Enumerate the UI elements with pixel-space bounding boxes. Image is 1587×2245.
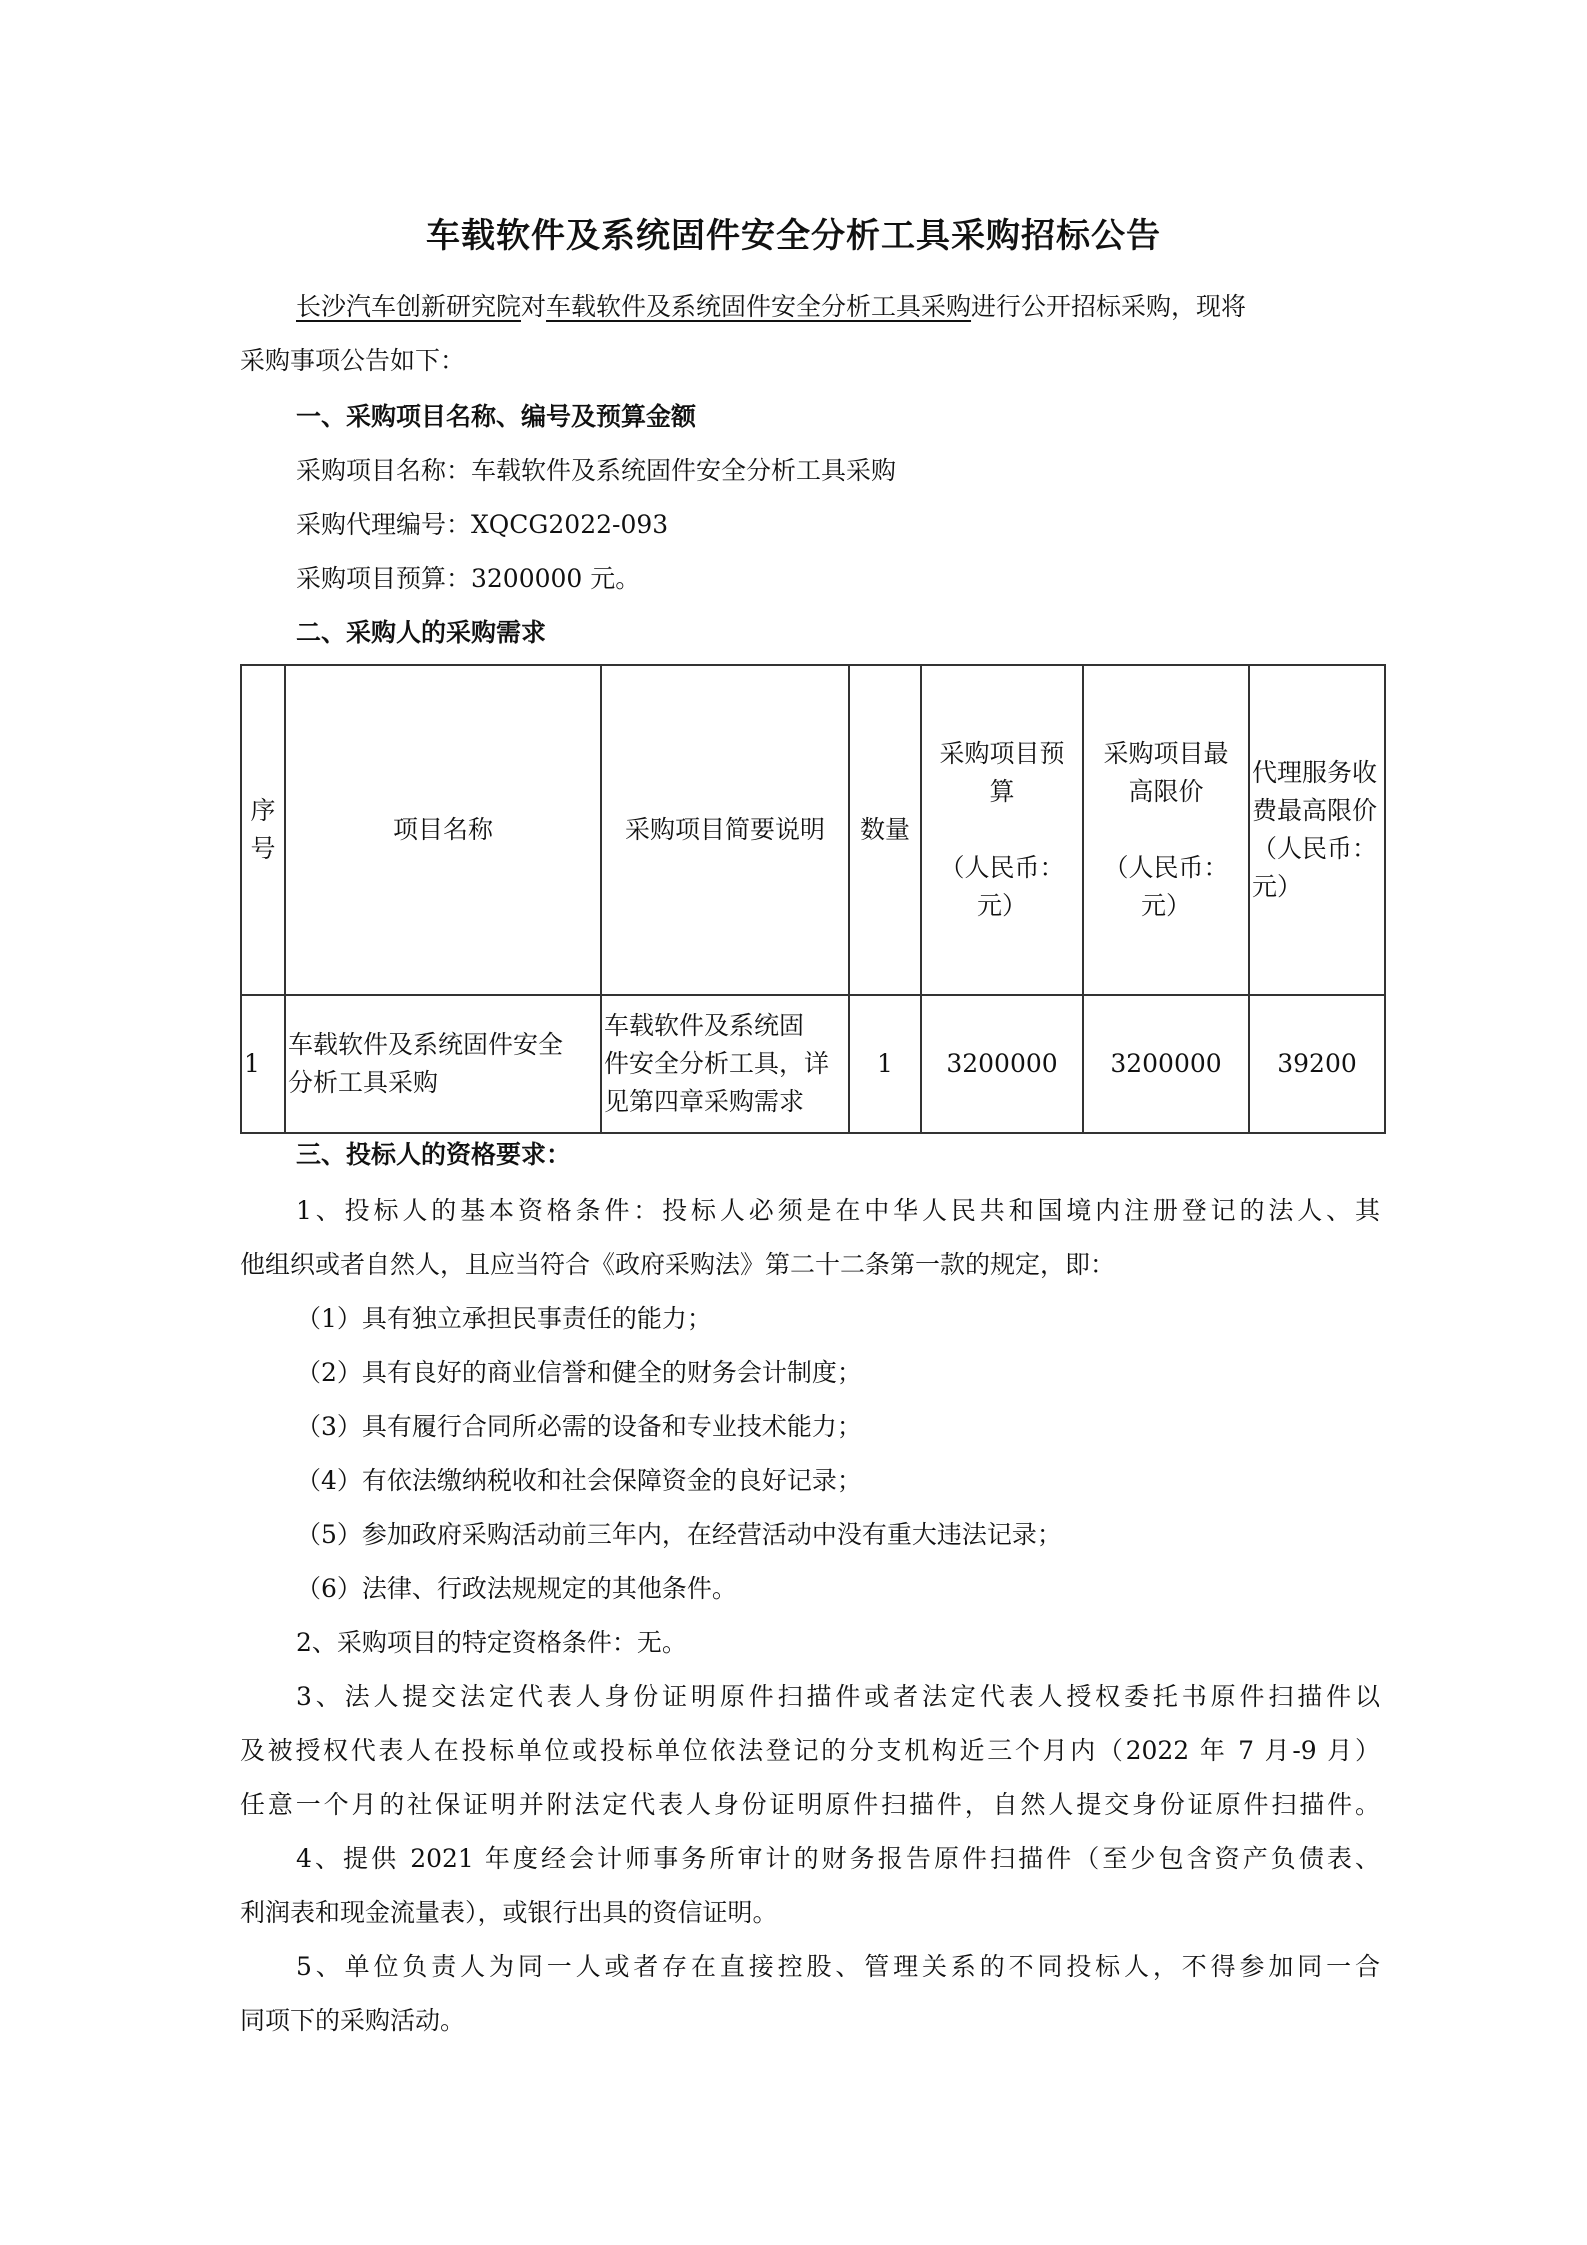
qual-item3-line3: 任意一个月的社保证明并附法定代表人身份证明原件扫描件，自然人提交身份证原件扫描件。 [240, 1790, 1380, 1819]
cell-seq: 1 [241, 995, 285, 1133]
cell-desc: 车载软件及系统固 件安全分析工具，详 见第四章采购需求 [601, 995, 849, 1133]
intro-line-2: 采购事项公告如下： [240, 346, 466, 375]
table-row [241, 995, 1385, 1133]
project-name-underlined: 车载软件及系统固件安全分析工具采购 [546, 292, 972, 321]
qual-sub6: （6）法律、行政法规规定的其他条件。 [296, 1574, 737, 1603]
qual-sub1: （1）具有独立承担民事责任的能力； [296, 1304, 712, 1333]
header-budget: 采购项目预 算 （人民币： 元） [921, 665, 1083, 995]
header-max-price: 采购项目最 高限价 （人民币： 元） [1083, 665, 1249, 995]
project-name-line: 采购项目名称：车载软件及系统固件安全分析工具采购 [296, 456, 897, 485]
qual-item1-line2: 他组织或者自然人，且应当符合《政府采购法》第二十二条第一款的规定，即： [240, 1250, 1116, 1279]
agency-code-line: 采购代理编号：XQCG2022-093 [296, 510, 669, 539]
header-desc: 采购项目简要说明 [601, 665, 849, 995]
header-name: 项目名称 [285, 665, 601, 995]
cell-budget: 3200000 [921, 995, 1083, 1133]
section1-heading: 一、采购项目名称、编号及预算金额 [296, 402, 697, 431]
budget-line: 采购项目预算：3200000 元。 [296, 564, 641, 593]
qual-item4-line1: 4、提供 2021 年度经会计师事务所审计的财务报告原件扫描件（至少包含资产负债表、 [296, 1844, 1380, 1873]
header-seq: 序 号 [241, 665, 285, 995]
section3-heading: 三、投标人的资格要求： [296, 1140, 572, 1169]
qual-sub3: （3）具有履行合同所必需的设备和专业技术能力； [296, 1412, 862, 1441]
qual-item1-line1: 1、投标人的基本资格条件：投标人必须是在中华人民共和国境内注册登记的法人、其 [296, 1196, 1380, 1225]
purchaser-name: 长沙汽车创新研究院 [296, 292, 522, 321]
page-title: 车载软件及系统固件安全分析工具采购招标公告 [426, 216, 1161, 256]
section2-heading: 二、采购人的采购需求 [296, 618, 547, 647]
cell-name: 车载软件及系统固件安全 分析工具采购 [285, 995, 601, 1133]
intro-rest: 进行公开招标采购，现将 [971, 292, 1247, 321]
qual-item3-line1: 3、法人提交法定代表人身份证明原件扫描件或者法定代表人授权委托书原件扫描件以 [296, 1682, 1380, 1711]
cell-qty: 1 [849, 995, 921, 1133]
requirements-table [240, 664, 1386, 1134]
cell-max-price: 3200000 [1083, 995, 1249, 1133]
qual-item5-line1: 5、单位负责人为同一人或者存在直接控股、管理关系的不同投标人，不得参加同一合 [296, 1952, 1380, 1981]
qual-sub4: （4）有依法缴纳税收和社会保障资金的良好记录； [296, 1466, 862, 1495]
qual-sub5: （5）参加政府采购活动前三年内，在经营活动中没有重大违法记录； [296, 1520, 1062, 1549]
header-agency-fee: 代理服务收 费最高限价 （人民币： 元） [1249, 665, 1385, 995]
cell-agency-fee: 39200 [1249, 995, 1385, 1133]
qual-sub2: （2）具有良好的商业信誉和健全的财务会计制度； [296, 1358, 862, 1387]
table-header-row [241, 665, 1385, 995]
intro-line-1 [296, 280, 1380, 334]
qual-item3-line2: 及被授权代表人在投标单位或投标单位依法登记的分支机构近三个月内（2022 年 7 月-9 月） [240, 1736, 1380, 1765]
qual-item5-line2: 同项下的采购活动。 [240, 2006, 466, 2035]
header-qty: 数量 [849, 665, 921, 995]
intro-connector: 对 [521, 292, 547, 321]
qual-item4-line2: 利润表和现金流量表），或银行出具的资信证明。 [240, 1898, 778, 1927]
qual-item2: 2、采购项目的特定资格条件：无。 [296, 1628, 687, 1657]
